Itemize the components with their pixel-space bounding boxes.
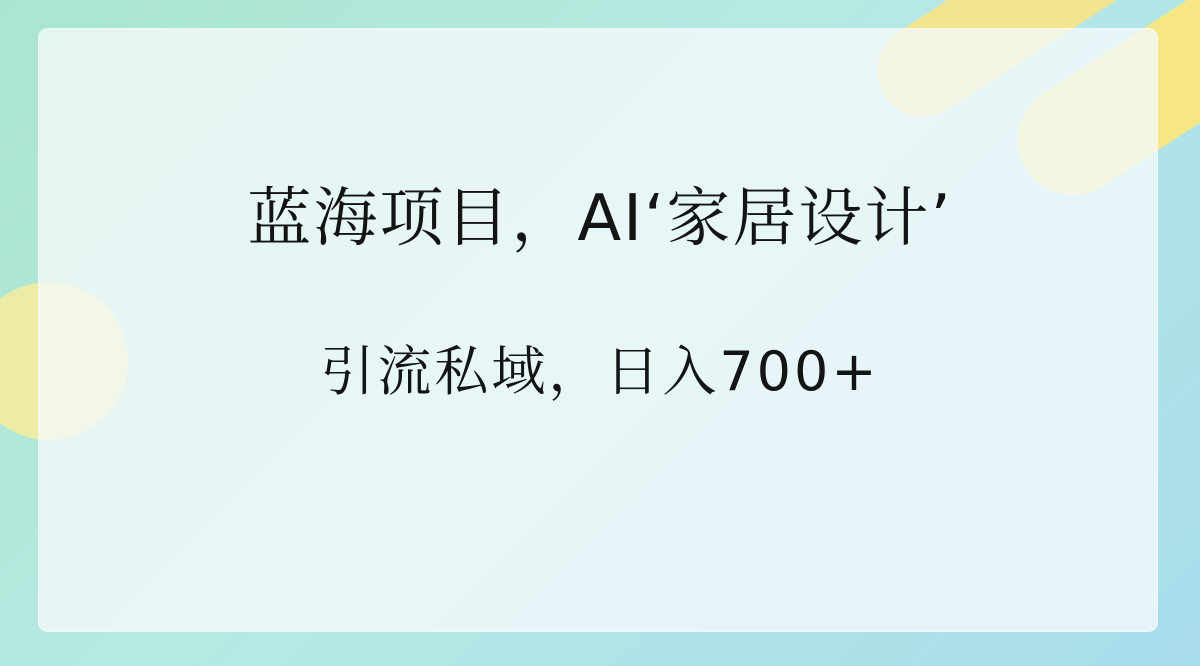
headline-title: 蓝海项目，AI‘家居设计’ [247,182,953,256]
headline-subtitle: 引流私域，日入700+ [320,340,880,403]
content-card [38,28,1158,632]
